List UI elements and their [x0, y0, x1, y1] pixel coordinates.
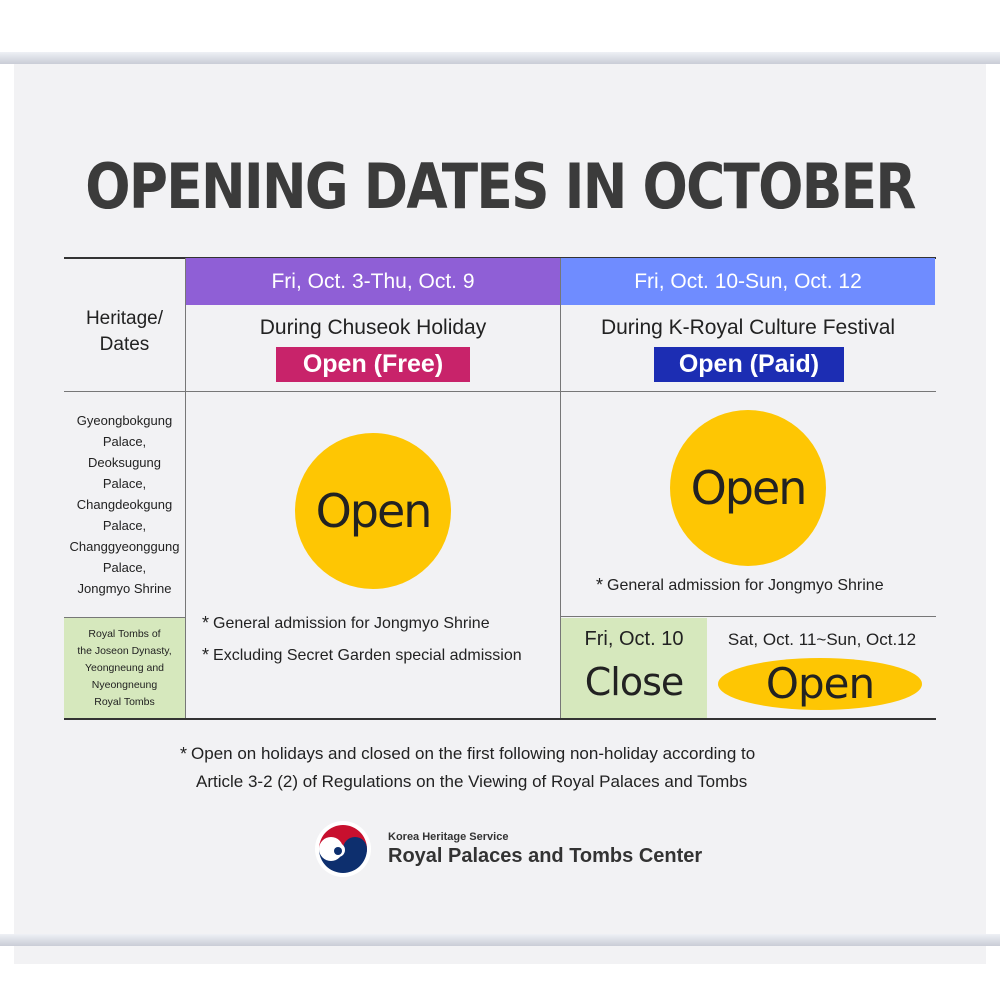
top-scroll-rod	[0, 52, 1000, 64]
footnote	[180, 740, 860, 795]
footnote-text: Open on holidays and closed on the first following non-holiday according to	[191, 744, 756, 763]
tomb-line: Royal Tombs of	[88, 628, 161, 640]
tombs-list	[64, 626, 185, 711]
asterisk: *	[202, 645, 210, 665]
org-subtitle: Korea Heritage Service	[388, 831, 509, 843]
header-row-divider	[64, 391, 936, 392]
open-paid-badge: Open (Paid)	[654, 347, 844, 382]
bottom-scroll-rod	[0, 934, 1000, 946]
col1-secret-garden-note	[202, 645, 522, 666]
palaces-list	[64, 410, 185, 599]
palace-line: Palace,	[102, 560, 147, 575]
close-date: Fri, Oct. 10	[584, 628, 684, 650]
palace-line: Changgyeonggung	[69, 539, 180, 554]
col1-event-label: During Chuseok Holiday	[259, 316, 487, 339]
palace-line: Palace,	[102, 434, 147, 449]
open-ellipse: Open	[718, 658, 922, 710]
col1-jongmyo-note	[202, 613, 490, 634]
tomb-line: Royal Tombs	[94, 696, 155, 708]
org-name: Royal Palaces and Tombs Center	[388, 845, 703, 867]
poster-sheet-tail	[14, 946, 986, 964]
palace-line: Palace,	[102, 476, 147, 491]
col1-open-circle: Open	[295, 433, 451, 589]
col2-open-circle: Open	[670, 410, 826, 566]
col2-event-label: During K-Royal Culture Festival	[600, 316, 896, 339]
tomb-line: Yeongneung and	[84, 662, 165, 674]
tomb-line: the Joseon Dynasty,	[77, 645, 172, 657]
dates-label-line: Dates	[99, 334, 150, 355]
taegeuk-icon	[314, 820, 372, 878]
table-bottom-border	[64, 718, 936, 720]
tomb-line: Nyeongneung	[91, 679, 158, 691]
heritage-label-line: Heritage/	[85, 308, 164, 329]
col2-row-divider	[561, 616, 936, 617]
footnote-line-2: Article 3-2 (2) of Regulations on the Viewing of Royal Palaces and Tombs	[196, 772, 748, 791]
asterisk: *	[180, 744, 188, 764]
asterisk: *	[596, 575, 604, 595]
col2-date-band: Fri, Oct. 10-Sun, Oct. 12	[561, 258, 935, 305]
open-date: Sat, Oct. 11~Sun, Oct.12	[727, 630, 917, 649]
heritage-dates-label	[64, 306, 185, 358]
palace-line: Deoksugung	[88, 455, 161, 470]
footnote-line-1	[180, 740, 860, 768]
open-free-badge: Open (Free)	[276, 347, 470, 382]
asterisk: *	[202, 613, 210, 633]
note-text: General admission for Jongmyo Shrine	[607, 577, 884, 594]
palace-line: Gyeongbokgung	[76, 413, 173, 428]
note-text: Excluding Secret Garden special admission	[213, 647, 522, 664]
close-status: Close	[584, 660, 684, 704]
palace-line: Changdeokgung	[76, 497, 173, 512]
col2-jongmyo-note	[596, 575, 884, 596]
col1-date-band: Fri, Oct. 3-Thu, Oct. 9	[186, 258, 560, 305]
note-text: General admission for Jongmyo Shrine	[213, 615, 490, 632]
palace-line: Palace,	[102, 518, 147, 533]
page-title: OPENING DATES IN OCTOBER	[85, 150, 915, 223]
palace-line: Jongmyo Shrine	[77, 581, 172, 596]
